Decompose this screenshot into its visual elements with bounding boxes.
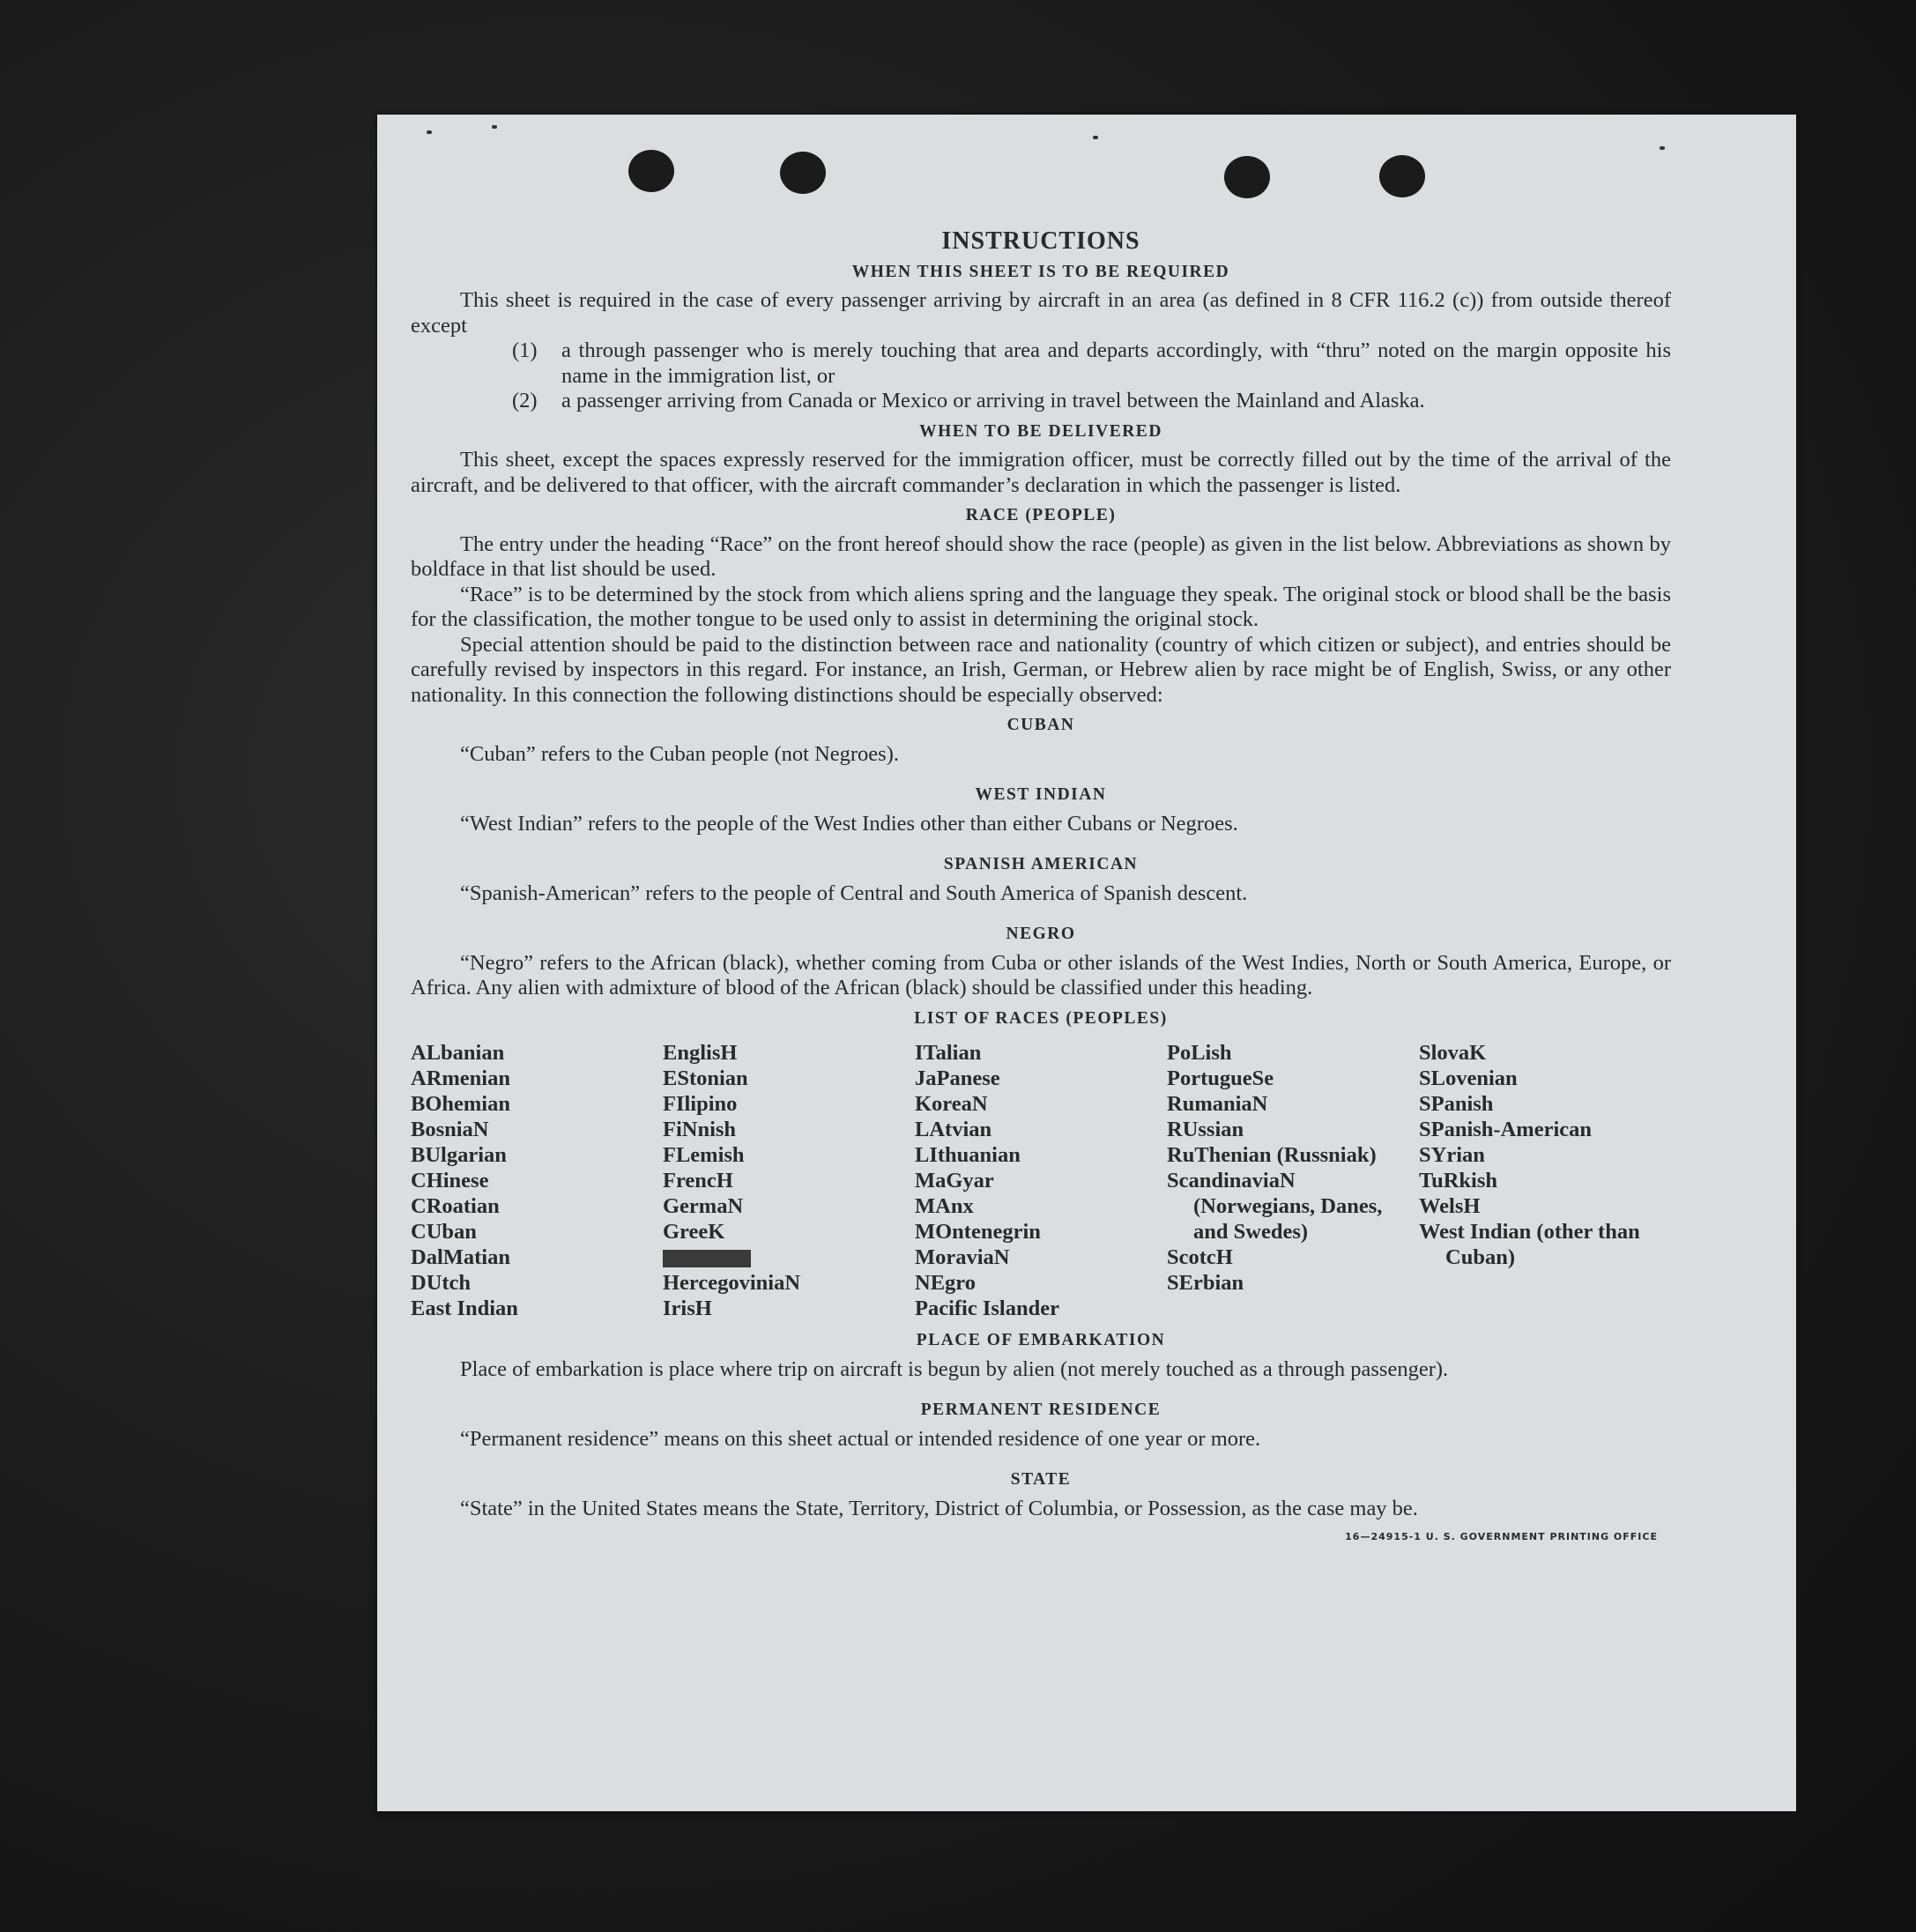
section-heading-embarkation: PLACE OF EMBARKATION [916, 1331, 1166, 1349]
race-entry: FLemish [663, 1143, 745, 1167]
race-entry: MaGyar [915, 1169, 994, 1193]
race-entry: LIthuanian [915, 1143, 1021, 1167]
race-entry: CRoatian [411, 1194, 500, 1218]
race-entry: SLovenian [1419, 1066, 1518, 1090]
section-heading-residence: PERMANENT RESIDENCE [920, 1401, 1162, 1419]
exception-item [512, 389, 1671, 414]
section-heading-state: STATE [1010, 1470, 1072, 1489]
exception-number: (2) [512, 389, 538, 412]
residence-text: “Permanent residence” means on this sheet actual or intended residence of one year or more. [460, 1426, 1261, 1451]
race-entry: PortugueSe [1167, 1066, 1274, 1090]
race-entry: DUtch [411, 1271, 472, 1295]
race-entry: GreeK [663, 1220, 725, 1244]
section-heading-cuban: CUBAN [1006, 716, 1075, 734]
race-entry: MOntenegrin [915, 1220, 1041, 1244]
section-heading-race: RACE (PEOPLE) [965, 506, 1117, 524]
race-entry: DalMatian [411, 1245, 510, 1269]
race-column [1419, 1040, 1671, 1321]
race-entry: FiNnish [663, 1118, 737, 1141]
race-column [663, 1040, 915, 1321]
punch-hole [628, 150, 674, 192]
redaction-mark [663, 1250, 751, 1267]
section-heading-list: LIST OF RACES (PEOPLES) [914, 1008, 1168, 1028]
race-entry: HercegoviniaN [663, 1271, 801, 1295]
race-paragraph-1: The entry under the heading “Race” on the front hereof should show the race (people) as given in the list below. Abbreviations as shown by boldface in that list should be used. [411, 531, 1671, 581]
race-entry: SPanish [1419, 1092, 1494, 1116]
race-paragraph-2: “Race” is to be determined by the stock from which aliens spring and the language they speak. The original stock or blood shall be the basis for the classification, the mother tongue to be used only to assist in determining the original stock. [411, 582, 1671, 631]
race-entry: West Indian (other than Cuban) [1419, 1220, 1640, 1269]
race-entry: FIlipino [663, 1092, 738, 1116]
paper-speck [1660, 146, 1665, 150]
race-entry: RumaniaN [1167, 1092, 1268, 1116]
race-entry: ScandinaviaN (Norwegians, Danes, and Swedes) [1167, 1169, 1383, 1244]
race-entry: TuRkish [1419, 1169, 1498, 1193]
cuban-text: “Cuban” refers to the Cuban people (not Negroes). [460, 741, 899, 766]
negro-text: “Negro” refers to the African (black), whether coming from Cuba or other islands of the West Indies, North or South America, Europe, or Africa. Any alien with admixture of blood of the African (black) should be classified under this heading. [411, 950, 1671, 999]
paper-speck [1093, 136, 1098, 139]
race-entry: SlovaK [1419, 1041, 1487, 1065]
race-paragraph-3: Special attention should be paid to the distinction between race and nationality (country of which citizen or subject), and entries should be carefully revised by inspectors in this regard. For instance, an Irish, German, or Hebrew alien by race might be of English, Swiss, or any other nationality. In this connection the following distinctions should be especially observed: [411, 632, 1671, 707]
race-entry: JaPanese [915, 1066, 1000, 1090]
race-entry: RUssian [1167, 1118, 1244, 1141]
paper-speck [492, 125, 497, 129]
punch-hole [1379, 155, 1425, 197]
west-indian-text: “West Indian” refers to the people of the West Indies other than either Cubans or Negroes. [460, 811, 1238, 836]
redacted-race-entry [663, 1245, 915, 1270]
race-entry: LAtvian [915, 1118, 992, 1141]
required-intro: This sheet is required in the case of every passenger arriving by aircraft in an area (as defined in 8 CFR 116.2 (c)) from outside thereof except [411, 288, 1671, 338]
spanish-american-text: “Spanish-American” refers to the people of Central and South America of Spanish descent. [460, 881, 1248, 905]
race-entry: SErbian [1167, 1271, 1244, 1295]
race-entry: East Indian [411, 1297, 518, 1320]
race-entry: SYrian [1419, 1143, 1485, 1167]
race-entry: MAnx [915, 1194, 974, 1218]
paper-speck [427, 130, 432, 134]
instruction-sheet [377, 115, 1796, 1811]
race-entry: KoreaN [915, 1092, 988, 1116]
race-list [411, 1040, 1671, 1321]
exception-number: (1) [512, 338, 538, 362]
race-entry: WelsH [1419, 1194, 1481, 1218]
state-footer-row [411, 1497, 1671, 1522]
race-entry: IrisH [663, 1297, 712, 1320]
section-heading-required: WHEN THIS SHEET IS TO BE REQUIRED [851, 262, 1230, 281]
state-text: “State” in the United States means the State, Territory, District of Columbia, or Possession, as the case may be. [460, 1496, 1418, 1520]
race-column [1167, 1040, 1419, 1321]
race-entry: PoLish [1167, 1041, 1232, 1065]
race-entry: ARmenian [411, 1066, 510, 1090]
exception-text: a passenger arriving from Canada or Mexico or arriving in travel between the Mainland and Alaska. [561, 389, 1425, 412]
punch-hole [780, 152, 826, 194]
race-entry: FrencH [663, 1169, 733, 1193]
race-entry: Pacific Islander [915, 1297, 1059, 1320]
section-heading-delivered: WHEN TO BE DELIVERED [919, 421, 1162, 441]
race-entry: ScotcH [1167, 1245, 1233, 1269]
race-entry: ALbanian [411, 1041, 505, 1065]
page-title: INSTRUCTIONS [941, 227, 1140, 255]
race-entry: CUban [411, 1220, 477, 1244]
printing-office-imprint: 16—24915-1 U. S. GOVERNMENT PRINTING OFFICE [1345, 1531, 1658, 1542]
embarkation-text: Place of embarkation is place where trip on aircraft is begun by alien (not merely touched as a through passenger). [460, 1356, 1449, 1381]
race-entry: CHinese [411, 1169, 489, 1193]
section-heading-spanish-american: SPANISH AMERICAN [943, 855, 1139, 873]
race-entry: GermaN [663, 1194, 744, 1218]
race-entry: SPanish-American [1419, 1118, 1592, 1141]
race-entry: ITalian [915, 1041, 982, 1065]
exception-item [512, 338, 1671, 389]
race-column [915, 1040, 1167, 1321]
delivered-text: This sheet, except the spaces expressly reserved for the immigration officer, must be correctly filled out by the time of the arrival of the aircraft, and be delivered to that officer, with the aircraft commander’s declaration in which the passenger is listed. [411, 448, 1671, 497]
imprint-row [411, 1521, 1671, 1550]
section-heading-negro: NEGRO [1006, 925, 1076, 943]
exception-text: a through passenger who is merely touching that area and departs accordingly, with “thru” noted on the margin opposite his name in the immigration list, or [561, 338, 1671, 388]
race-entry: NEgro [915, 1271, 976, 1295]
race-entry: EnglisH [663, 1041, 738, 1065]
punch-hole [1224, 156, 1270, 198]
race-entry: BosniaN [411, 1118, 489, 1141]
instructions-content [411, 229, 1671, 1550]
race-entry: MoraviaN [915, 1245, 1010, 1269]
race-column [411, 1040, 663, 1321]
section-heading-west-indian: WEST INDIAN [975, 785, 1107, 804]
race-entry: BUlgarian [411, 1143, 507, 1167]
race-entry: RuThenian (Russniak) [1167, 1143, 1377, 1167]
race-entry: BOhemian [411, 1092, 510, 1116]
race-entry: EStonian [663, 1066, 748, 1090]
